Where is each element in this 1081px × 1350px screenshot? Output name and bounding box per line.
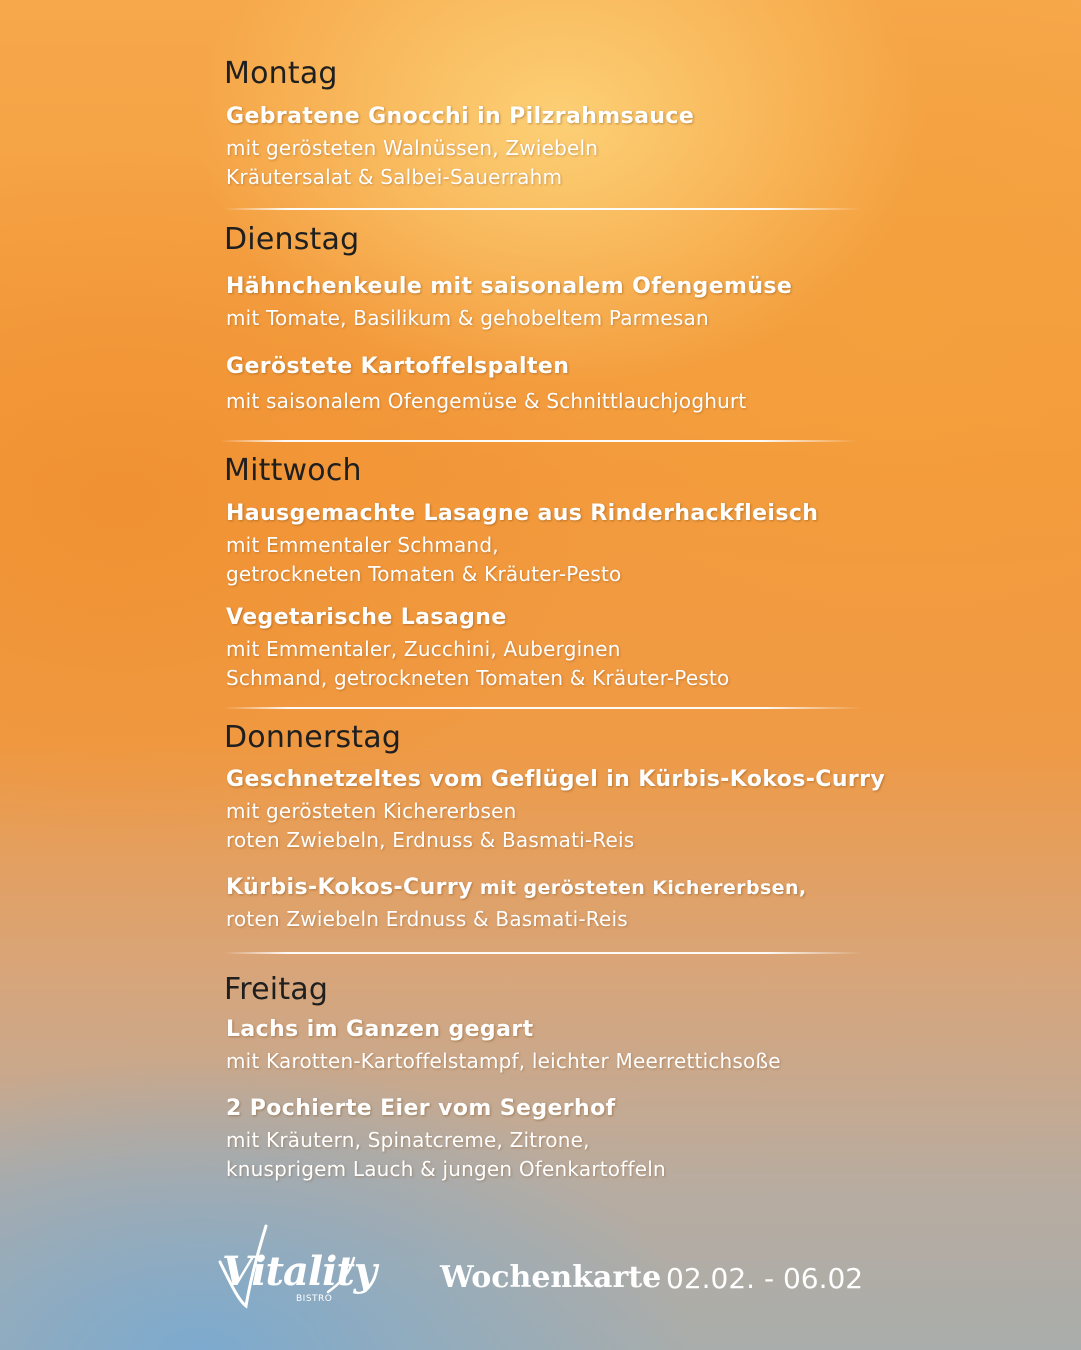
day-heading-mittwoch: Mittwoch bbox=[224, 453, 362, 488]
menu-title: Wochenkarte bbox=[440, 1260, 662, 1295]
dish-title: 2 Pochierte Eier vom Segerhof bbox=[226, 1096, 616, 1121]
dish-title: Geschnetzeltes vom Geflügel in Kürbis-Kokos-Curry bbox=[226, 767, 886, 792]
dish-title bbox=[226, 875, 807, 900]
day-heading-freitag: Freitag bbox=[224, 972, 329, 1007]
dish-description: mit Karotten-Kartoffelstampf, leichter Meerrettichsoße bbox=[226, 1049, 781, 1073]
dish-title: Gebratene Gnocchi in Pilzrahmsauce bbox=[226, 104, 695, 129]
dish-title: Lachs im Ganzen gegart bbox=[226, 1017, 534, 1042]
dish-description: mit Emmentaler Schmand, bbox=[226, 533, 499, 557]
dish-title-main: Kürbis-Kokos-Curry bbox=[226, 875, 473, 900]
dish-title: Vegetarische Lasagne bbox=[226, 605, 507, 630]
dish-description: roten Zwiebeln Erdnuss & Basmati-Reis bbox=[226, 907, 628, 931]
menu-dates: 02.02. - 06.02 bbox=[666, 1262, 864, 1295]
dish-title: Geröstete Kartoffelspalten bbox=[226, 354, 570, 379]
logo-wordmark: Vitality bbox=[222, 1248, 377, 1295]
day-heading-dienstag: Dienstag bbox=[224, 222, 360, 257]
dish-description: getrockneten Tomaten & Kräuter-Pesto bbox=[226, 562, 622, 586]
dish-title: Hähnchenkeule mit saisonalem Ofengemüse bbox=[226, 274, 793, 299]
dish-description: knusprigem Lauch & jungen Ofenkartoffeln bbox=[226, 1157, 666, 1181]
section-divider bbox=[220, 440, 858, 442]
section-divider bbox=[224, 952, 862, 954]
dish-description: Kräutersalat & Salbei-Sauerrahm bbox=[226, 165, 563, 189]
dish-description: roten Zwiebeln, Erdnuss & Basmati-Reis bbox=[226, 828, 635, 852]
day-heading-montag: Montag bbox=[224, 56, 338, 91]
dish-description: Schmand, getrockneten Tomaten & Kräuter-Pesto bbox=[226, 666, 730, 690]
logo-subtitle: BISTRO bbox=[296, 1294, 333, 1304]
section-divider bbox=[224, 208, 862, 210]
dish-title: Hausgemachte Lasagne aus Rinderhackfleisch bbox=[226, 501, 819, 526]
dish-description: mit Emmentaler, Zucchini, Auberginen bbox=[226, 637, 621, 661]
day-heading-donnerstag: Donnerstag bbox=[224, 720, 402, 755]
dish-description: mit Kräutern, Spinatcreme, Zitrone, bbox=[226, 1128, 590, 1152]
dish-description: mit saisonalem Ofengemüse & Schnittlauchjoghurt bbox=[226, 389, 747, 413]
vitality-bistro-logo bbox=[216, 1222, 377, 1310]
dish-description: mit Tomate, Basilikum & gehobeltem Parmesan bbox=[226, 306, 709, 330]
section-divider bbox=[224, 707, 862, 709]
dish-description: mit gerösteten Kichererbsen bbox=[226, 799, 517, 823]
dish-description: mit gerösteten Walnüssen, Zwiebeln bbox=[226, 136, 599, 160]
dish-title-rest: mit gerösteten Kichererbsen, bbox=[472, 877, 807, 899]
